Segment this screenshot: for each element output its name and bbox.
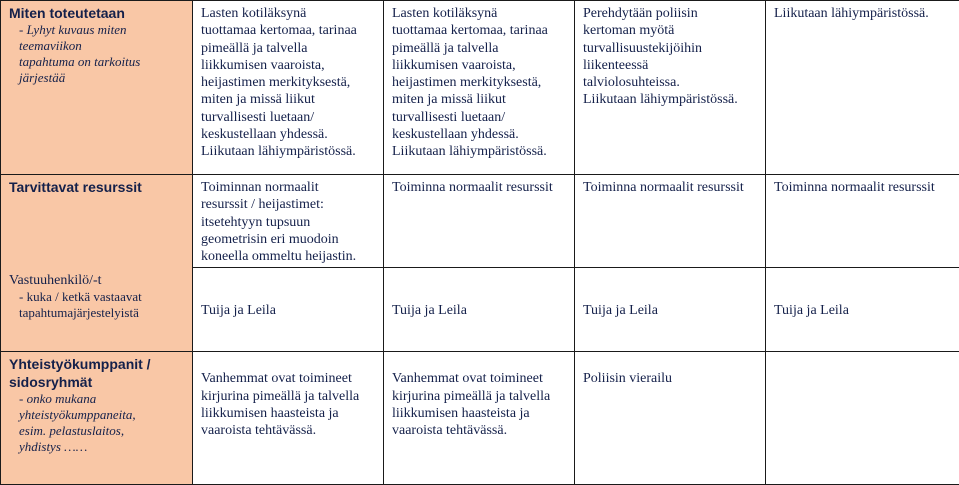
header-contact-title: Vastuuhenkilö/-t [9,272,184,289]
cell-how-2-line-5: heijastimen merkityksestä, [392,74,566,91]
cell-resources-1 [193,175,384,268]
cell-contact-3 [575,268,766,352]
cell-partners-1-line-1: Vanhemmat ovat toimineet [201,370,375,387]
cell-resources-3 [575,175,766,268]
cell-contact-1-line-1: Tuija ja Leila [201,302,375,319]
cell-how-4 [766,1,959,175]
cell-how-2-line-8: keskustellaan yhdessä. [392,126,566,143]
cell-how-3-line-5: talviolosuhteissa. [583,74,757,91]
cell-how-1-line-4: liikkumisen vaaroista, [201,57,375,74]
cell-how-2 [384,1,575,175]
header-contact-sub-2: tapahtumajärjestelyistä [9,305,184,321]
cell-partners-3 [575,352,766,485]
cell-contact-4 [766,268,959,352]
header-partners-sub-1: - onko mukana [9,391,184,407]
cell-resources-1-line-4: geometrisin eri muodoin [201,231,375,248]
cell-how-3-line-2: kertoman myötä [583,22,757,39]
cell-partners-2-line-2: kirjurina pimeällä ja talvella [392,388,566,405]
header-partners [1,352,193,485]
cell-how-2-line-2: tuottamaa kertomaa, tarinaa [392,22,566,39]
cell-how-1-line-9: Liikutaan lähiympäristössä. [201,143,375,160]
header-how-title: Miten toteutetaan [9,5,184,22]
header-resources [1,175,193,268]
cell-resources-4 [766,175,959,268]
header-how [1,1,193,175]
cell-partners-2-line-1: Vanhemmat ovat toimineet [392,370,566,387]
cell-partners-3-line-1: Poliisin vierailu [583,370,757,387]
cell-how-2-line-6: miten ja missä liikut [392,91,566,108]
header-how-sub-1: - Lyhyt kuvaus miten teemaviikon [9,22,184,54]
cell-how-2-line-4: liikkumisen vaaroista, [392,57,566,74]
header-resources-title: Tarvittavat resurssit [9,179,184,196]
cell-how-3-line-3: turvallisuustekijöihin [583,40,757,57]
cell-how-2-line-9: Liikutaan lähiympäristössä. [392,143,566,160]
cell-how-1 [193,1,384,175]
cell-resources-1-line-3: itsetehtyyn tupsuun [201,214,375,231]
cell-how-1-line-6: miten ja missä liikut [201,91,375,108]
cell-how-3-line-6: Liikutaan lähiympäristössä. [583,91,757,108]
cell-how-1-line-2: tuottamaa kertomaa, tarinaa [201,22,375,39]
cell-how-3-line-1: Perehdytään poliisin [583,5,757,22]
cell-how-1-line-3: pimeällä ja talvella [201,40,375,57]
cell-contact-1 [193,268,384,352]
header-contact-sub-1: - kuka / ketkä vastaavat [9,289,184,305]
header-contact [1,268,193,352]
cell-partners-1-line-2: kirjurina pimeällä ja talvella [201,388,375,405]
header-partners-sub-3: esim. pelastuslaitos, [9,423,184,439]
cell-contact-3-line-1: Tuija ja Leila [583,302,757,319]
cell-contact-4-line-1: Tuija ja Leila [774,302,951,319]
cell-how-1-line-7: turvallisesti luetaan/ [201,109,375,126]
cell-how-1-line-5: heijastimen merkityksestä, [201,74,375,91]
row-partners [1,352,959,485]
cell-how-1-line-1: Lasten kotiläksynä [201,5,375,22]
cell-how-3-line-4: liikenteessä [583,57,757,74]
header-partners-sub-4: yhdistys …… [9,439,184,455]
row-resources [1,175,959,268]
cell-how-2-line-7: turvallisesti luetaan/ [392,109,566,126]
header-partners-title-1: Yhteistyökumppanit / [9,356,184,373]
cell-resources-2 [384,175,575,268]
cell-partners-2-line-3: liikkumisen haasteista ja [392,405,566,422]
cell-resources-1-line-2: resurssit / heijastimet: [201,196,375,213]
cell-how-4-line-1: Liikutaan lähiympäristössä. [774,5,951,22]
cell-resources-2-line-1: Toiminna normaalit resurssit [392,179,566,196]
cell-contact-2-line-1: Tuija ja Leila [392,302,566,319]
cell-resources-1-line-5: koneella ommeltu heijastin. [201,248,375,265]
cell-how-2-line-3: pimeällä ja talvella [392,40,566,57]
cell-partners-1-line-4: vaaroista tehtävässä. [201,422,375,439]
cell-partners-1 [193,352,384,485]
cell-how-2-line-1: Lasten kotiläksynä [392,5,566,22]
cell-contact-2 [384,268,575,352]
cell-partners-2 [384,352,575,485]
cell-how-1-line-8: keskustellaan yhdessä. [201,126,375,143]
cell-partners-4 [766,352,959,485]
cell-resources-1-line-1: Toiminnan normaalit [201,179,375,196]
cell-partners-1-line-3: liikkumisen haasteista ja [201,405,375,422]
header-how-sub-2: tapahtuma on tarkoitus [9,54,184,70]
cell-partners-2-line-4: vaaroista tehtävässä. [392,422,566,439]
row-how [1,1,959,175]
cell-resources-4-line-1: Toiminna normaalit resurssit [774,179,951,196]
header-partners-title-2: sidosryhmät [9,374,184,391]
row-contact [1,268,959,352]
header-how-sub-3: järjestää [9,70,184,86]
cell-how-3 [575,1,766,175]
header-partners-sub-2: yhteistyökumppaneita, [9,407,184,423]
cell-resources-3-line-1: Toiminna normaalit resurssit [583,179,757,196]
